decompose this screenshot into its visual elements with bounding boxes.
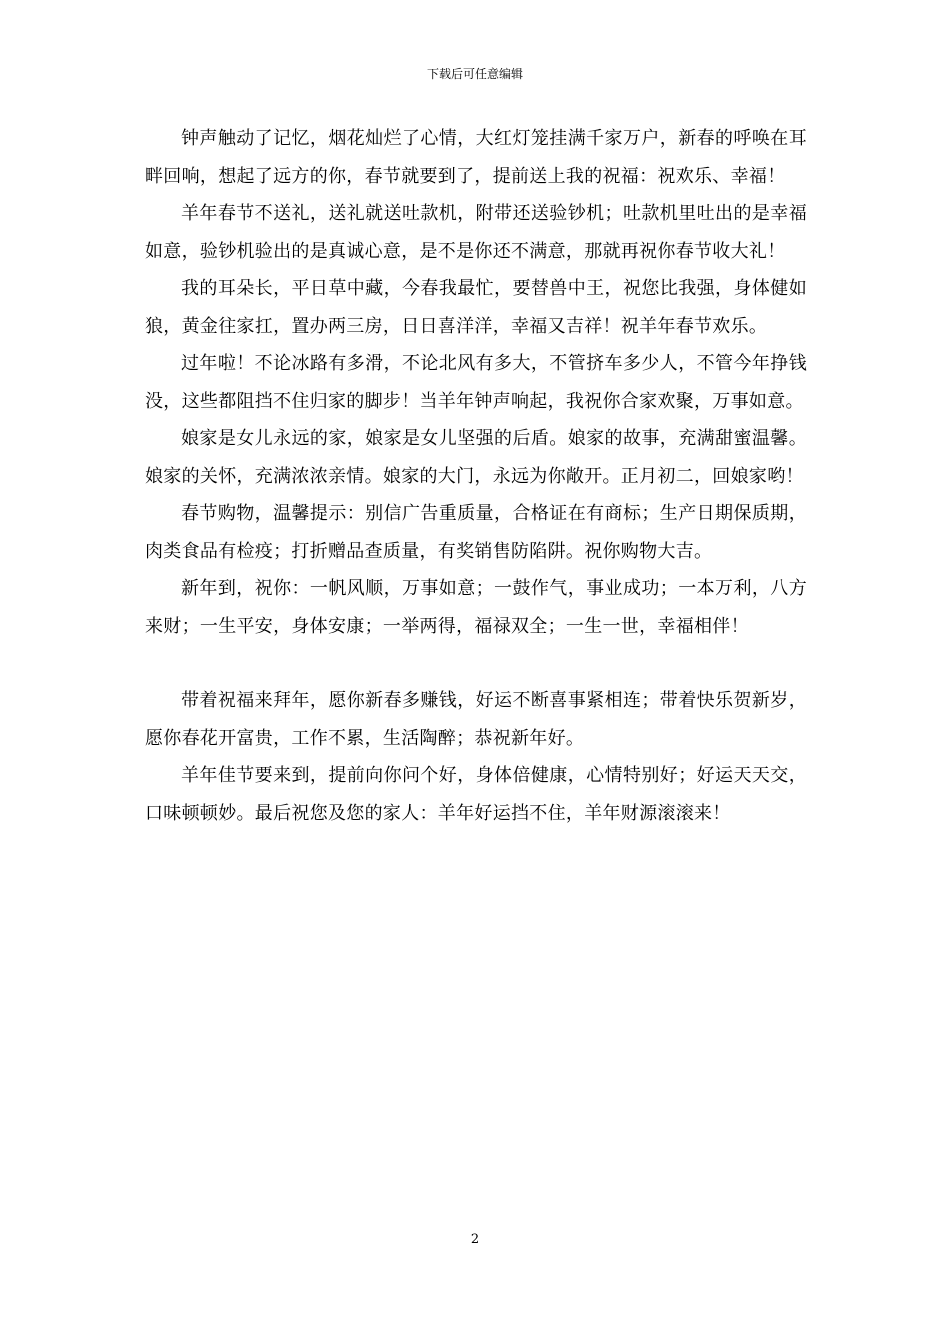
paragraph: 春节购物，温馨提示：别信广告重质量，合格证在有商标；生产日期保质期，肉类食品有检疫；打折赠品查质量，有奖销售防陷阱。祝你购物大吉。 (145, 503, 807, 562)
paragraph: 带着祝福来拜年，愿你新春多赚钱，好运不断喜事紧相连；带着快乐贺新岁，愿你春花开富贵，工作不累，生活陶醉；恭祝新年好。 (145, 690, 807, 749)
paragraph: 过年啦！不论冰路有多滑，不论北风有多大，不管挤车多少人，不管今年挣钱没，这些都阻挡不住归家的脚步！当羊年钟声响起，我祝你合家欢聚，万事如意。 (145, 353, 807, 412)
document-body (145, 120, 807, 832)
paragraph: 娘家是女儿永远的家，娘家是女儿坚强的后盾。娘家的故事，充满甜蜜温馨。娘家的关怀，充满浓浓亲情。娘家的大门，永远为你敞开。正月初二，回娘家哟！ (145, 428, 807, 487)
page-number: 2 (470, 1232, 480, 1247)
page-header: 下载后可任意编辑 (426, 67, 523, 81)
paragraph: 羊年佳节要来到，提前向你问个好，身体倍健康，心情特别好；好运天天交，口味顿顿妙。最后祝您及您的家人：羊年好运挡不住，羊年财源滚滚来！ (145, 765, 807, 824)
paragraph: 羊年春节不送礼，送礼就送吐款机，附带还送验钞机；吐款机里吐出的是幸福如意，验钞机验出的是真诚心意，是不是你还不满意，那就再祝你春节收大礼！ (145, 203, 807, 262)
paragraph: 我的耳朵长，平日草中藏，今春我最忙，要替兽中王，祝您比我强，身体健如狼，黄金往家扛，置办两三房，日日喜洋洋，幸福又吉祥！祝羊年春节欢乐。 (145, 278, 807, 337)
paragraph: 钟声触动了记忆，烟花灿烂了心情，大红灯笼挂满千家万户，新春的呼唤在耳畔回响，想起了远方的你，春节就要到了，提前送上我的祝福：祝欢乐、幸福！ (145, 128, 807, 187)
paragraph: 新年到，祝你：一帆风顺，万事如意；一鼓作气，事业成功；一本万利，八方来财；一生平安，身体安康；一举两得，福禄双全；一生一世，幸福相伴！ (145, 578, 807, 637)
